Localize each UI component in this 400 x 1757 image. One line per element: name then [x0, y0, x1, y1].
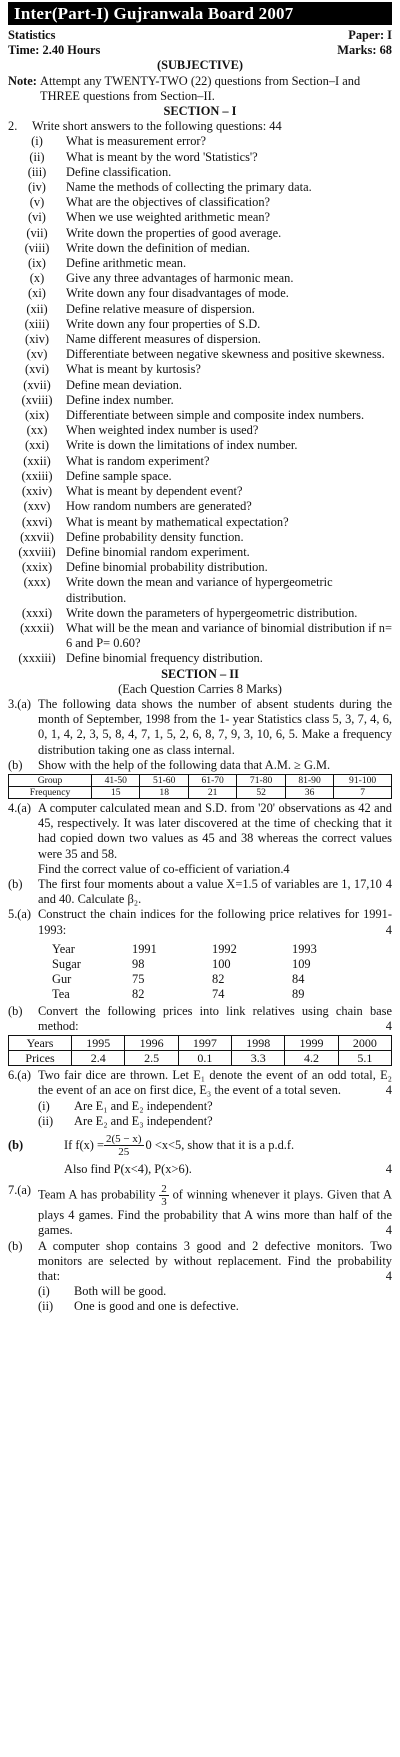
- short-question: [8, 150, 392, 165]
- frequency-cell: 36: [285, 786, 333, 798]
- question-6a-text: Two fair dice are thrown. Let E₁ denote the event of an odd total, E₂ the event of an ace on first dice, E₃ the event of a total seven.: [38, 1068, 392, 1098]
- short-question-number: (xxxii): [20, 620, 54, 635]
- short-question-number: (viii): [24, 240, 50, 255]
- question-6a-subparts: [8, 1099, 392, 1129]
- year-cell: 1995: [72, 1036, 125, 1051]
- price-header-cell: 1993: [292, 941, 317, 956]
- probability-denominator: 3: [161, 1196, 167, 1209]
- question-6a-number: 6.(a): [8, 1068, 32, 1083]
- short-question: [8, 347, 392, 362]
- question-6a-marks: 4: [385, 1083, 392, 1098]
- short-question-text: What is measurement error?: [66, 134, 207, 149]
- short-question: [8, 286, 392, 301]
- price-row: [52, 957, 372, 972]
- frequency-row-label: Frequency: [9, 786, 92, 798]
- price-cell: 100: [212, 956, 231, 971]
- short-question-text: Define binomial random experiment.: [66, 544, 250, 559]
- question-7b-number: (b): [8, 1238, 23, 1253]
- short-question-text: Write down the mean and variance of hypergeometric distribution.: [66, 575, 333, 605]
- question-4a-text: A computer calculated mean and S.D. from '20' observations as 42 and 45, respectively. It was later discovered at the time of checking that it had copied down two values as 45 and 38 whereas the correct values were 35 and 58.: [38, 800, 392, 861]
- group-cell: 71-80: [237, 774, 285, 786]
- question-5b-text: Convert the following prices into link relatives using chain base method:: [38, 1003, 392, 1033]
- subject-row: [8, 28, 392, 43]
- short-question-number: (xvii): [23, 377, 51, 392]
- price-value-cell: 5.1: [338, 1051, 391, 1066]
- price-value-cell: 2.4: [72, 1051, 125, 1066]
- sub-question-number: (ii): [38, 1299, 54, 1314]
- frequency-cell: 18: [140, 786, 188, 798]
- frequency-cell: 15: [92, 786, 140, 798]
- question-2-text: Write short answers to the following questions: 44: [32, 119, 282, 134]
- price-cell: 82: [212, 971, 225, 986]
- price-cell: 75: [132, 971, 145, 986]
- sub-question-text: Are E₁ and E₂ independent?: [74, 1098, 213, 1113]
- price-relatives-table: [52, 942, 372, 1002]
- short-question-text: What is meant by kurtosis?: [66, 362, 201, 377]
- price-header-row: [52, 942, 372, 957]
- short-question-text: What are the objectives of classification?: [66, 195, 271, 210]
- sub-question: [8, 1099, 392, 1114]
- question-7a-marks: 4: [385, 1223, 392, 1238]
- prices-row-label: Prices: [9, 1051, 72, 1066]
- short-question-text: Define index number.: [66, 392, 174, 407]
- short-question-number: (xxxiii): [18, 651, 56, 666]
- question-3a: [8, 697, 392, 758]
- short-question-number: (xxviii): [18, 544, 56, 559]
- question-4a: [8, 801, 392, 862]
- question-7b: [8, 1239, 392, 1285]
- short-question-text: Write is down the limitations of index number.: [66, 438, 298, 453]
- short-question: [8, 332, 392, 347]
- short-question-text: Write down any four disadvantages of mode.: [66, 286, 289, 301]
- short-question-text: Write down the parameters of hypergeometric distribution.: [66, 605, 358, 620]
- years-row-label: Years: [9, 1036, 72, 1051]
- short-question: [8, 317, 392, 332]
- group-row-label: Group: [9, 774, 92, 786]
- question-4b-number: (b): [8, 876, 23, 891]
- short-question-number: (xvi): [24, 362, 50, 377]
- question-2-heading: [8, 119, 392, 134]
- question-6b: [8, 1133, 392, 1158]
- short-question: [8, 469, 392, 484]
- short-question: [8, 302, 392, 317]
- short-question-number: (xiii): [24, 316, 50, 331]
- price-cell: Gur: [52, 971, 72, 986]
- sub-question: [8, 1299, 392, 1314]
- short-question-number: (ii): [29, 149, 45, 164]
- year-cell: 1999: [285, 1036, 338, 1051]
- group-cell: 51-60: [140, 774, 188, 786]
- short-question-text: What is random experiment?: [66, 453, 210, 468]
- short-question-text: Differentiate between negative skewness and positive skewness.: [66, 347, 385, 362]
- sub-question-text: Both will be good.: [74, 1284, 167, 1299]
- short-question-number: (vii): [26, 225, 48, 240]
- question-7b-marks: 4: [385, 1269, 392, 1284]
- short-question-number: (xviii): [21, 392, 53, 407]
- probability-fraction: [159, 1183, 169, 1208]
- question-6b-marks: 4: [385, 1162, 392, 1176]
- short-question-text: When we use weighted arithmetic mean?: [66, 210, 271, 225]
- short-question-text: Define binomial frequency distribution.: [66, 651, 263, 666]
- short-question: [8, 454, 392, 469]
- short-question-text: Name different measures of dispersion.: [66, 332, 261, 347]
- short-question-number: (iv): [28, 180, 46, 195]
- price-row: [52, 972, 372, 987]
- short-question-text: Name the methods of collecting the primary data.: [66, 180, 312, 195]
- section-2-title: SECTION – II: [161, 666, 239, 681]
- short-question-number: (xi): [28, 286, 46, 301]
- question-6b-rhs: 0 <x<5, show that it is a p.d.f.: [145, 1137, 295, 1152]
- short-question-text: Write down the properties of good average.: [66, 225, 282, 240]
- group-cell: 61-70: [188, 774, 236, 786]
- short-question-number: (xxx): [23, 575, 51, 590]
- question-7a: [8, 1183, 392, 1238]
- question-3b: [8, 758, 392, 773]
- short-question-text: What is meant by dependent event?: [66, 484, 243, 499]
- price-cell: 89: [292, 986, 305, 1001]
- sub-question-number: (i): [38, 1284, 50, 1299]
- short-question: [8, 606, 392, 621]
- short-question-text: Define relative measure of dispersion.: [66, 301, 255, 316]
- group-frequency-table: [8, 774, 392, 799]
- short-question-number: (xxi): [24, 438, 50, 453]
- price-cell: 82: [132, 986, 145, 1001]
- year-cell: 1998: [232, 1036, 285, 1051]
- year-cell: 1996: [125, 1036, 178, 1051]
- short-question-number: (xv): [26, 347, 48, 362]
- short-question-number: (ix): [28, 256, 46, 271]
- time-marks-row: [8, 43, 392, 58]
- question-4b-text: The first four moments about a value X=1.5 of variables are 1, 17,10 and 40. Calculate β₂.: [38, 876, 382, 907]
- year-cell: 1997: [178, 1036, 231, 1051]
- question-3b-number: (b): [8, 757, 23, 772]
- short-question: [8, 393, 392, 408]
- short-question: [8, 438, 392, 453]
- sub-question-text: Are E₂ and E₃ independent?: [74, 1113, 213, 1128]
- short-question-text: Define arithmetic mean.: [66, 256, 187, 271]
- group-cell: 41-50: [92, 774, 140, 786]
- sub-question-number: (ii): [38, 1113, 54, 1128]
- short-question: [8, 271, 392, 286]
- short-question: [8, 210, 392, 225]
- sub-question: [8, 1114, 392, 1129]
- price-cell: 109: [292, 956, 311, 971]
- question-5a-marks: 4: [385, 922, 392, 937]
- short-question-number: (xxiii): [21, 468, 53, 483]
- short-question: [8, 241, 392, 256]
- short-question: [8, 362, 392, 377]
- time-label: Time: 2.40 Hours: [8, 43, 101, 58]
- frequency-cell: 21: [188, 786, 236, 798]
- section-2-subtitle: (Each Question Carries 8 Marks): [118, 681, 282, 696]
- question-5a-number: 5.(a): [8, 907, 32, 922]
- short-question-number: (xxix): [21, 560, 53, 575]
- question-6b-number: (b): [8, 1137, 24, 1152]
- short-question-number: (v): [29, 195, 45, 210]
- short-question: [8, 226, 392, 241]
- exam-paper: [8, 0, 392, 1315]
- price-value-cell: 2.5: [125, 1051, 178, 1066]
- short-question-number: (xxvii): [20, 529, 54, 544]
- pdf-fraction: [104, 1133, 144, 1158]
- group-cell: 91-100: [334, 774, 392, 786]
- price-cell: 84: [292, 971, 305, 986]
- question-5a-text: Construct the chain indices for the following price relatives for 1991- 1993:: [38, 907, 392, 937]
- question-7a-pre: Team A has probability: [38, 1187, 156, 1202]
- question-4a-continued: [8, 862, 392, 877]
- question-4b-marks: 4: [385, 876, 392, 891]
- question-4b: [8, 877, 392, 907]
- short-question-text: What is meant by the word 'Statistics'?: [66, 149, 258, 164]
- board-title-banner: Inter(Part-I) Gujranwala Board 2007: [8, 2, 392, 25]
- short-question: [8, 256, 392, 271]
- subject-label: Statistics: [8, 28, 56, 42]
- price-cell: 74: [212, 986, 225, 1001]
- question-5b-marks: 4: [385, 1018, 392, 1033]
- short-question: [8, 545, 392, 560]
- group-cell: 81-90: [285, 774, 333, 786]
- sub-question-number: (i): [38, 1098, 50, 1113]
- price-header-cell: Year: [52, 941, 75, 956]
- short-question: [8, 408, 392, 423]
- short-question: [8, 560, 392, 575]
- short-question: [8, 378, 392, 393]
- question-6b-continued: [8, 1162, 392, 1177]
- short-question: [8, 621, 392, 651]
- question-4a-text-2: Find the correct value of co-efficient of variation.4: [38, 861, 290, 876]
- short-question-text: Give any three advantages of harmonic mean.: [66, 271, 294, 286]
- question-2-number: 2.: [8, 119, 18, 134]
- short-question-text: Write down the definition of median.: [66, 240, 250, 255]
- group-row: [9, 774, 392, 786]
- section-1-title: SECTION – I: [163, 104, 237, 119]
- question-7b-text: A computer shop contains 3 good and 2 defective monitors. Two monitors are selected by without replacement. Find the probability that:: [38, 1238, 392, 1284]
- price-cell: Sugar: [52, 956, 81, 971]
- short-question: [8, 515, 392, 530]
- price-row: [52, 987, 372, 1002]
- short-question: [8, 499, 392, 514]
- sub-question: [8, 1284, 392, 1299]
- years-row: [9, 1036, 392, 1051]
- question-6a: [8, 1068, 392, 1098]
- short-question-text: Define binomial probability distribution.: [66, 560, 268, 575]
- short-question: [8, 134, 392, 149]
- price-value-cell: 4.2: [285, 1051, 338, 1066]
- price-header-cell: 1992: [212, 941, 237, 956]
- question-3a-number: 3.(a): [8, 696, 32, 711]
- short-question-number: (xxv): [23, 499, 51, 514]
- question-7b-subparts: [8, 1284, 392, 1314]
- question-3b-text: Show with the help of the following data that A.M. ≥ G.M.: [38, 757, 331, 772]
- year-cell: 2000: [338, 1036, 391, 1051]
- short-question-number: (iii): [27, 164, 47, 179]
- frequency-cell: 52: [237, 786, 285, 798]
- short-question-text: Define mean deviation.: [66, 377, 182, 392]
- price-cell: 98: [132, 956, 145, 971]
- short-question-text: When weighted index number is used?: [66, 423, 259, 438]
- probability-numerator: 2: [161, 1183, 167, 1196]
- short-question: [8, 530, 392, 545]
- link-relatives-table: [8, 1035, 392, 1066]
- short-question-number: (xx): [26, 423, 48, 438]
- question-7a-post: of winning whenever it plays. Given that A plays 4 games. Find the probability that A wins more than half of the games.: [38, 1187, 392, 1238]
- short-question: [8, 165, 392, 180]
- marks-label: Marks: 68: [337, 43, 392, 58]
- prices-row: [9, 1051, 392, 1066]
- price-cell: Tea: [52, 986, 70, 1001]
- question-7a-number: 7.(a): [8, 1183, 32, 1198]
- question-6b-text-2: Also find P(x<4), P(x>6).: [64, 1162, 192, 1176]
- short-question-text: Define sample space.: [66, 468, 172, 483]
- frequency-cell: 7: [334, 786, 392, 798]
- short-question-text: What will be the mean and variance of binomial distribution if n= 6 and P= 0.60?: [66, 620, 392, 651]
- short-question-text: Differentiate between simple and composite index numbers.: [66, 408, 365, 423]
- short-question: [8, 423, 392, 438]
- question-6b-lhs: If f(x) =: [64, 1137, 105, 1152]
- short-question: [8, 195, 392, 210]
- short-question-text: What is meant by mathematical expectation?: [66, 514, 289, 529]
- short-question-number: (x): [29, 271, 45, 286]
- short-question-number: (i): [31, 134, 43, 149]
- short-question-number: (xxiv): [21, 484, 53, 499]
- short-question: [8, 484, 392, 499]
- short-question-text: How random numbers are generated?: [66, 499, 252, 514]
- paper-label: Paper: I: [348, 28, 392, 42]
- price-value-cell: 3.3: [232, 1051, 285, 1066]
- pdf-denominator: 25: [118, 1146, 130, 1158]
- short-question-number: (xix): [24, 408, 50, 423]
- short-question-number: (vi): [28, 210, 46, 225]
- price-header-cell: 1991: [132, 941, 157, 956]
- short-question-number: (xxii): [23, 453, 51, 468]
- short-question-list: [8, 134, 392, 666]
- note-text: Attempt any TWENTY-TWO (22) questions from Section–I and THREE questions from Section–II.: [40, 73, 361, 103]
- short-question: [8, 575, 392, 605]
- short-question-number: (xxxi): [21, 605, 53, 620]
- price-value-cell: 0.1: [178, 1051, 231, 1066]
- section-type: (SUBJECTIVE): [156, 58, 244, 73]
- short-question-text: Define probability density function.: [66, 529, 244, 544]
- short-question: [8, 651, 392, 666]
- note-label: Note:: [8, 73, 37, 88]
- sub-question-text: One is good and one is defective.: [74, 1299, 239, 1314]
- short-question-number: (xii): [26, 301, 48, 316]
- question-3a-text: The following data shows the number of absent students during the month of September, 1998 from the 1- year Statistics class 5, 3, 7, 4, 6, 0, 1, 4, 2, 3, 5, 8, 4, 7, 1, 5, 2, 6, 8, 7, 9, 3, 10, 6, 5. Make a frequency distribution taking one as class internal.: [38, 696, 392, 757]
- short-question: [8, 180, 392, 195]
- short-question-text: Define classification.: [66, 164, 172, 179]
- short-question-text: Write down any four properties of S.D.: [66, 316, 261, 331]
- frequency-row: [9, 786, 392, 798]
- short-question-number: (xiv): [24, 332, 50, 347]
- short-question-number: (xxvi): [21, 514, 53, 529]
- question-5b: [8, 1004, 392, 1034]
- question-5a: [8, 907, 392, 937]
- instructions-note: [8, 74, 392, 104]
- pdf-numerator: 2(5 − x): [106, 1133, 142, 1145]
- question-4a-number: 4.(a): [8, 800, 32, 815]
- question-5b-number: (b): [8, 1003, 23, 1018]
